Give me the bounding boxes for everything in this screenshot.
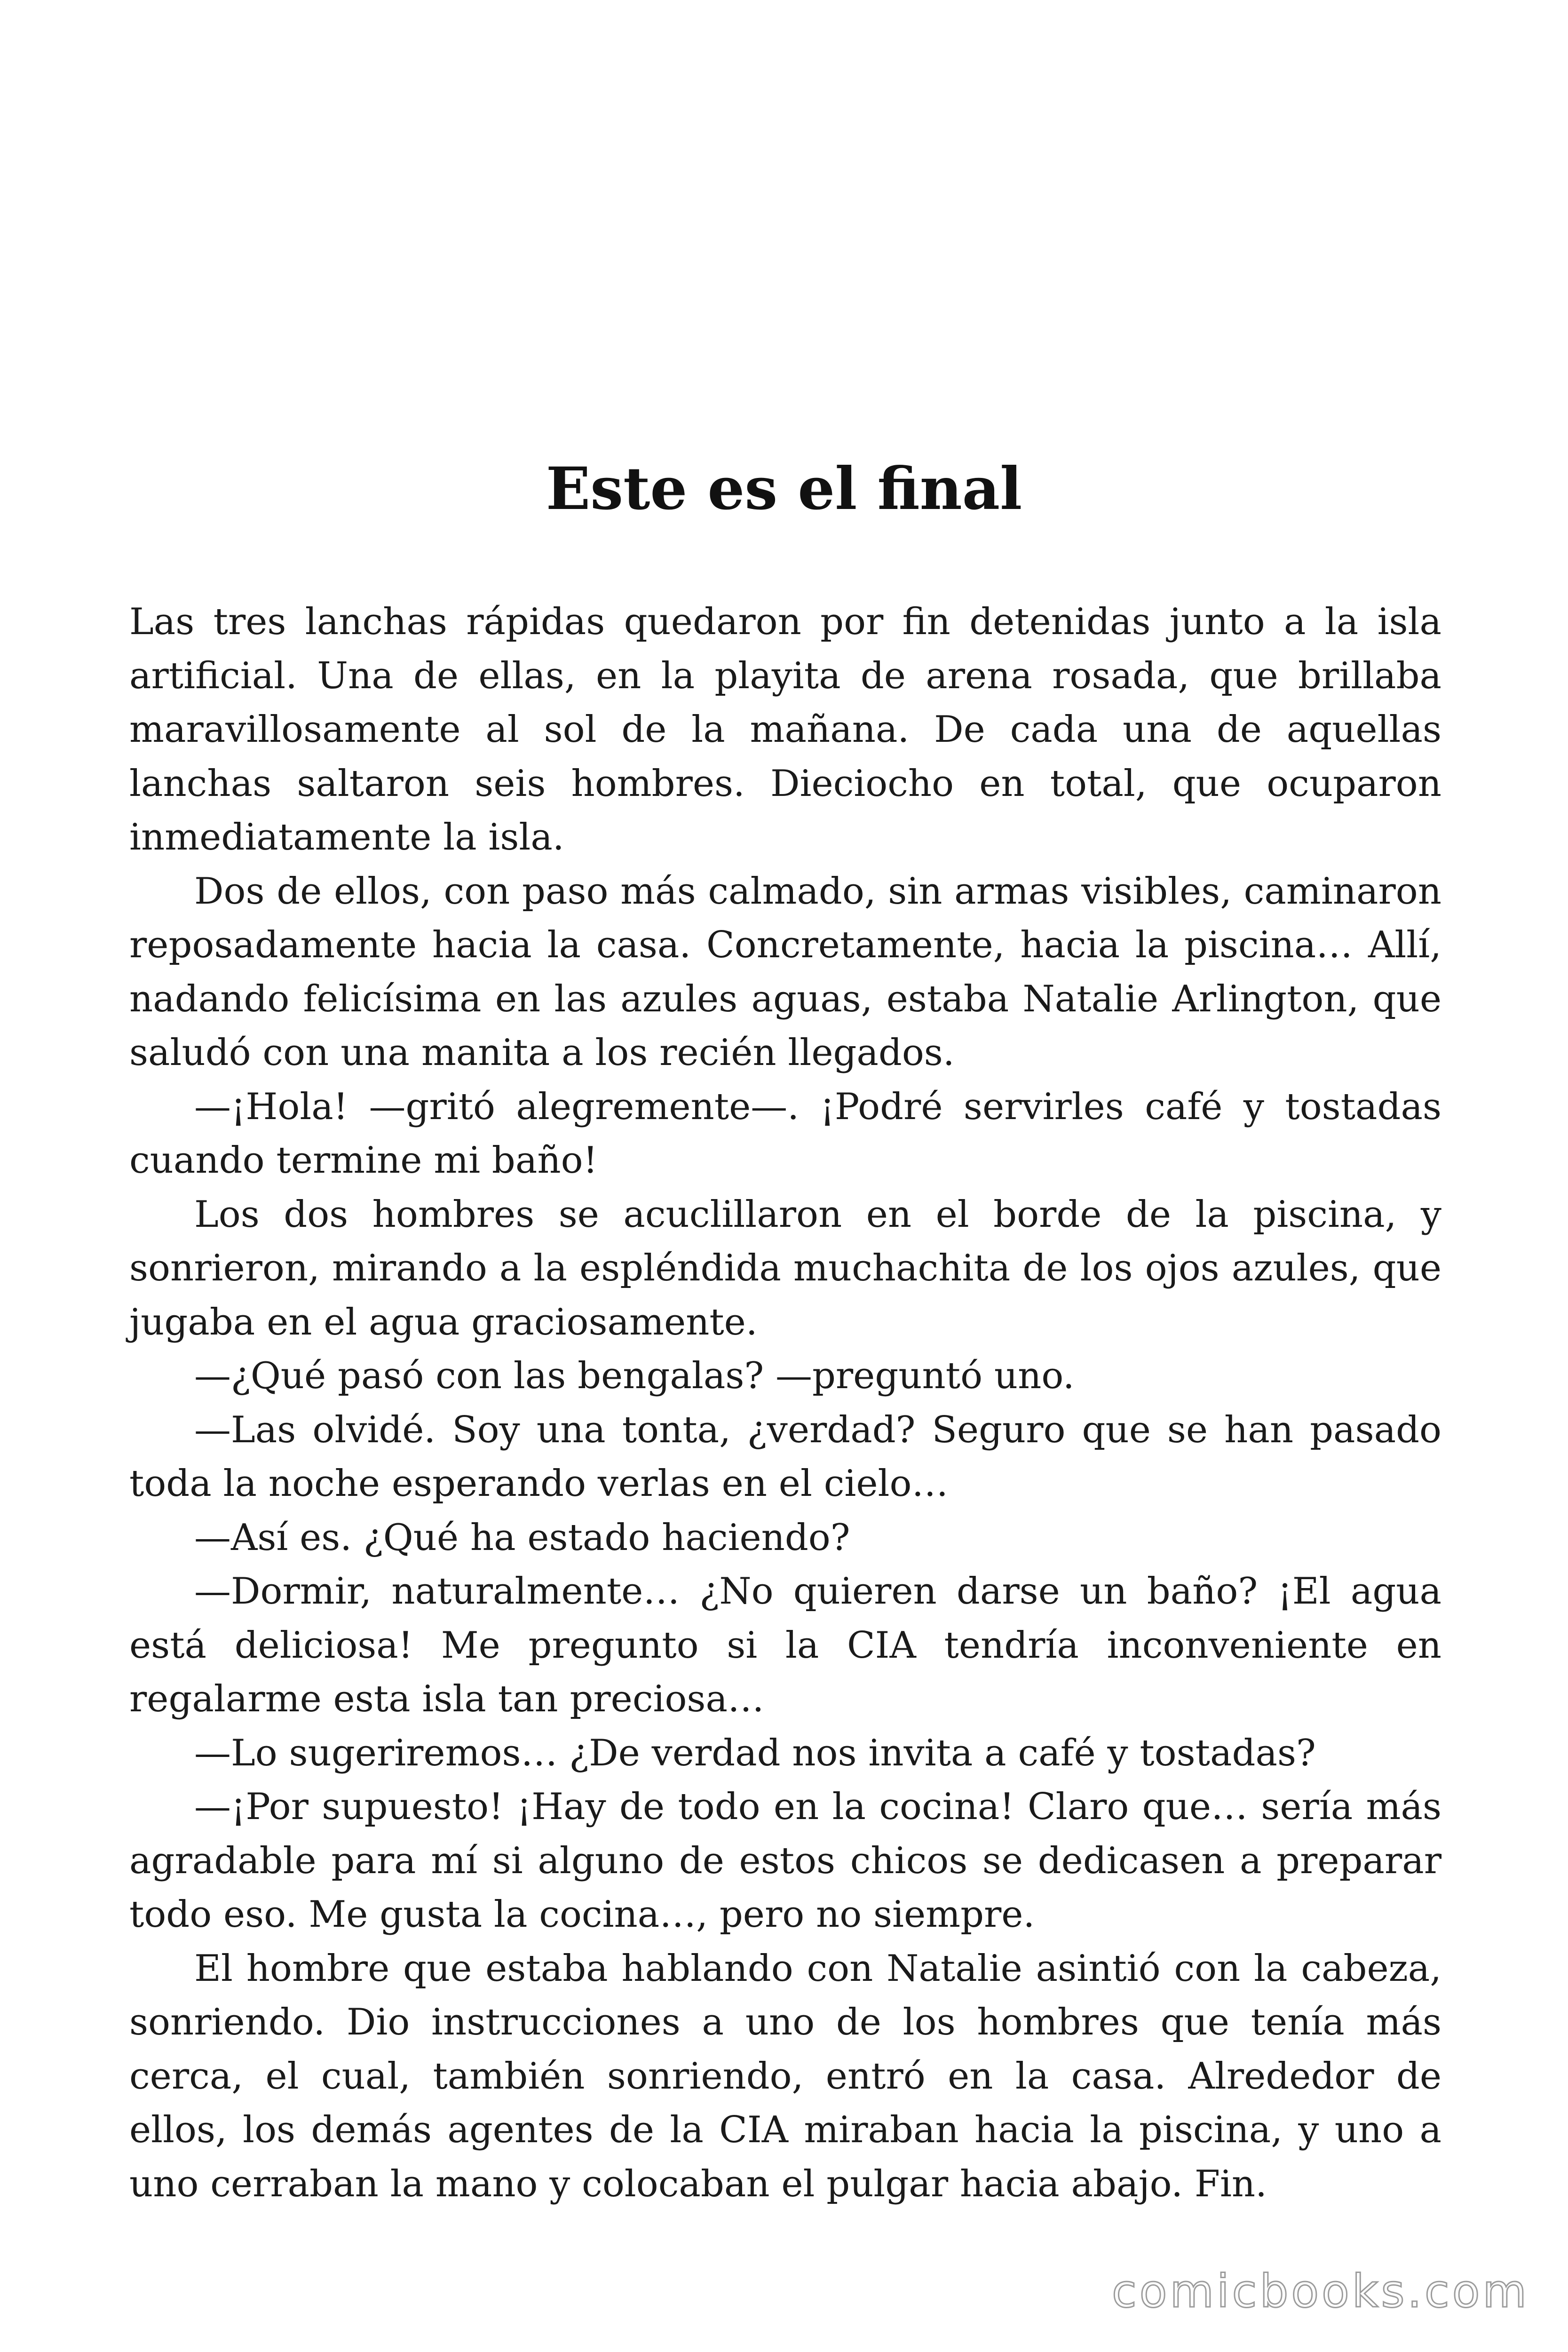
chapter-title: Este es el final xyxy=(546,455,1022,523)
dialogue-line: —Las olvidé. Soy una tonta, ¿verdad? Seguro que se han pasado toda la noche esperando verlas en el cielo… xyxy=(129,1408,1441,1505)
dialogue-line: —Dormir, naturalmente… ¿No quieren darse un baño? ¡El agua está deliciosa! Me pregunto si la CIA tendría inconveniente en regalarme esta isla tan preciosa… xyxy=(129,1570,1441,1720)
dialogue-line: —Así es. ¿Qué ha estado haciendo? xyxy=(194,1516,850,1559)
watermark-logo: comicbooks.com xyxy=(1111,2265,1529,2318)
chapter-body xyxy=(129,595,1441,2211)
paragraph: Dos de ellos, con paso más calmado, sin armas visibles, caminaron reposadamente hacia la casa. Concretamente, hacia la piscina… Allí, nadando felicísima en las azules aguas, estaba Natalie Arlington, que saludó con una manita a los recién llegados. xyxy=(129,870,1441,1074)
paragraph: El hombre que estaba hablando con Natalie asintió con la cabeza, sonriendo. Dio instrucciones a uno de los hombres que tenía más cerca, el cual, también sonriendo, entró en la casa. Alrededor de ellos, los demás agentes de la CIA miraban hacia la piscina, y uno a uno cerraban la mano y colocaban el pulgar hacia abajo. Fin. xyxy=(129,1947,1441,2205)
dialogue-line: —¡Por supuesto! ¡Hay de todo en la cocina! Claro que… sería más agradable para mí si alguno de estos chicos se dedicasen a preparar todo eso. Me gusta la cocina…, pero no siempre. xyxy=(129,1786,1441,1936)
dialogue-line: —¡Hola! —gritó alegremente—. ¡Podré servirles café y tostadas cuando termine mi baño! xyxy=(129,1085,1441,1182)
paragraph: Las tres lanchas rápidas quedaron por fin detenidas junto a la isla artificial. Una de ellas, en la playita de arena rosada, que brillaba maravillosamente al sol de la mañana. De cada una de aquellas lanchas saltaron seis hombres. Dieciocho en total, que ocuparon inmediatamente la isla. xyxy=(129,601,1441,858)
dialogue-line: —Lo sugeriremos… ¿De verdad nos invita a café y tostadas? xyxy=(194,1732,1316,1774)
dialogue-line: —¿Qué pasó con las bengalas? —preguntó uno. xyxy=(194,1355,1075,1397)
paragraph: Los dos hombres se acuclillaron en el borde de la piscina, y sonrieron, mirando a la espléndida muchachita de los ojos azules, que jugaba en el agua graciosamente. xyxy=(129,1193,1441,1343)
